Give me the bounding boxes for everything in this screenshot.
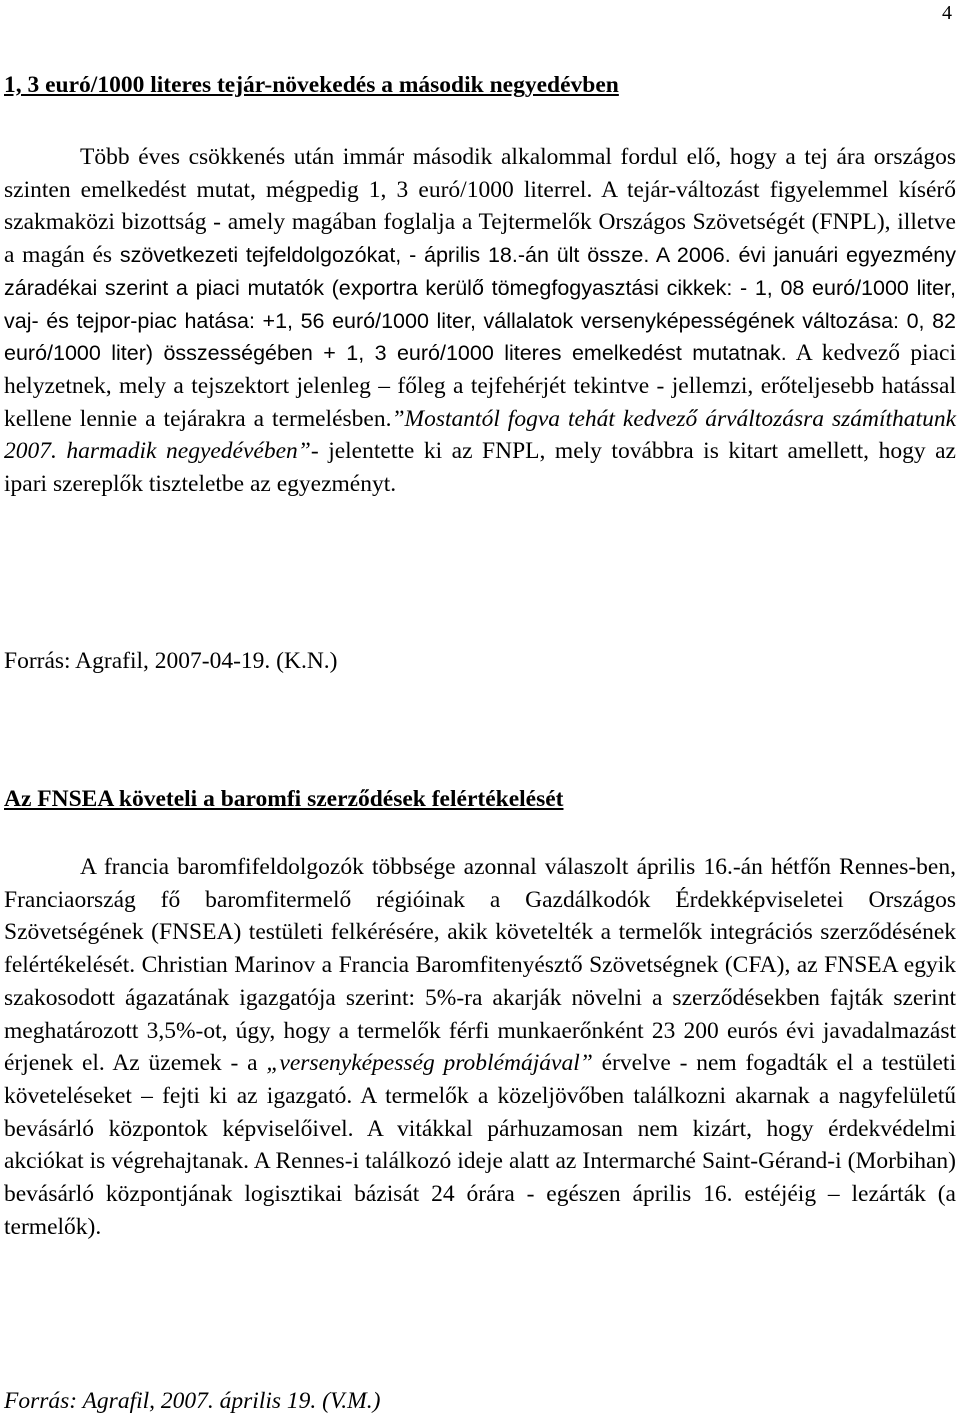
body-text-sans: szövetkezeti tejfeldolgozókat, - április 18.-án ült össze. A 2006. évi januári egyezmény záradékai szerint a piaci mutatók (exportra kerülő tömegfogyasztási cikkek: - 1, 08 euró/1000 liter, vaj- és tejpor-piac hatása: +1, 56 euró/1000 liter, vállalatok versenyképességének változása: 0, 82 euró/1000 liter) összességében + 1, 3 euró/1000 literes emelkedést mutatnak. [4,243,956,366]
body-text: Több éves csökkenés után immár második alkalommal fordul elő, hogy a tej ára országos szinten emelkedést mutat, mégpedig 1, 3 euró/1000 literrel. A tejár-változást figyelemmel kísérő szakmaközi bizottság - amely magában foglalja a Tejtermelők Országos Szövetségét (FNPL), illetve a magán és [4,144,956,269]
source-citation: Forrás: Agrafil, 2007-04-19. (K.N.) [4,648,338,674]
body-text: A kedvező piaci helyzetnek, mely a tejszektort jelenleg – főleg a tejfehérjét tekintve - jellemzi, erőteljesebb hatással kellene lennie a tejárakra a termelésben. [4,340,956,432]
quote-text: ”Mostantól fogva tehát kedvező árváltozásra számíthatunk 2007. harmadik negyedévében” [4,405,957,465]
body-text: A francia baromfifeldolgozók többsége azonnal válaszolt április 16.-án hétfőn Rennes-ben, Franciaország fő baromfitermelő régióinak a Gazdálkodók Érdekképviseletei Országos Szövetségének (FNSEA) testületi felkérésére, akik követelték a termelők integrációs szerződésének felértékelését. Christian Marinov a Francia Baromfitenyésztő Szövetségnek (CFA), az FNSEA egyik szakosodott ágazatának igazgatója szerint: 5%-ra akarják növelni a szerződésekben fajták szerint meghatározott 3,5%-ot, úgy, hogy a termelők férfi munkaerőnként 23 200 eurós évi javadalmazást érjenek el. Az üzemek - a [4,854,956,1077]
article-body [4,141,956,501]
article-body [4,851,956,1243]
page-number: 4 [942,2,952,24]
article-title: Az FNSEA követeli a baromfi szerződések felértékelését [4,786,564,812]
body-text: - jelentette ki az FNPL, mely továbbra is kitart amellett, hogy az ipari szereplők tiszteletbe az egyezményt. [4,438,956,498]
body-text: érvelve - nem fogadták el a testületi követeléseket – fejti ki az igazgató. A termelők a közeljövőben találkozni akarnak a nagyfelületű bevásárló központok képviselőivel. A vitákkal párhuzamosan nem kizárt, hogy érdekvédelmi akciókat is végrehajtanak. A Rennes-i találkozó ideje alatt az Intermarché Saint-Gérand-i (Morbihan) bevásárló központjának logisztikai bázisát 24 órára - egészen április 16. estéjéig – lezárták (a termelők). [4,1050,956,1240]
quote-text: „versenyképesség problémájával” [266,1050,593,1077]
article-title: 1, 3 euró/1000 literes tejár-növekedés a második negyedévben [4,72,619,98]
source-citation: Forrás: Agrafil, 2007. április 19. (V.M.) [4,1388,381,1414]
